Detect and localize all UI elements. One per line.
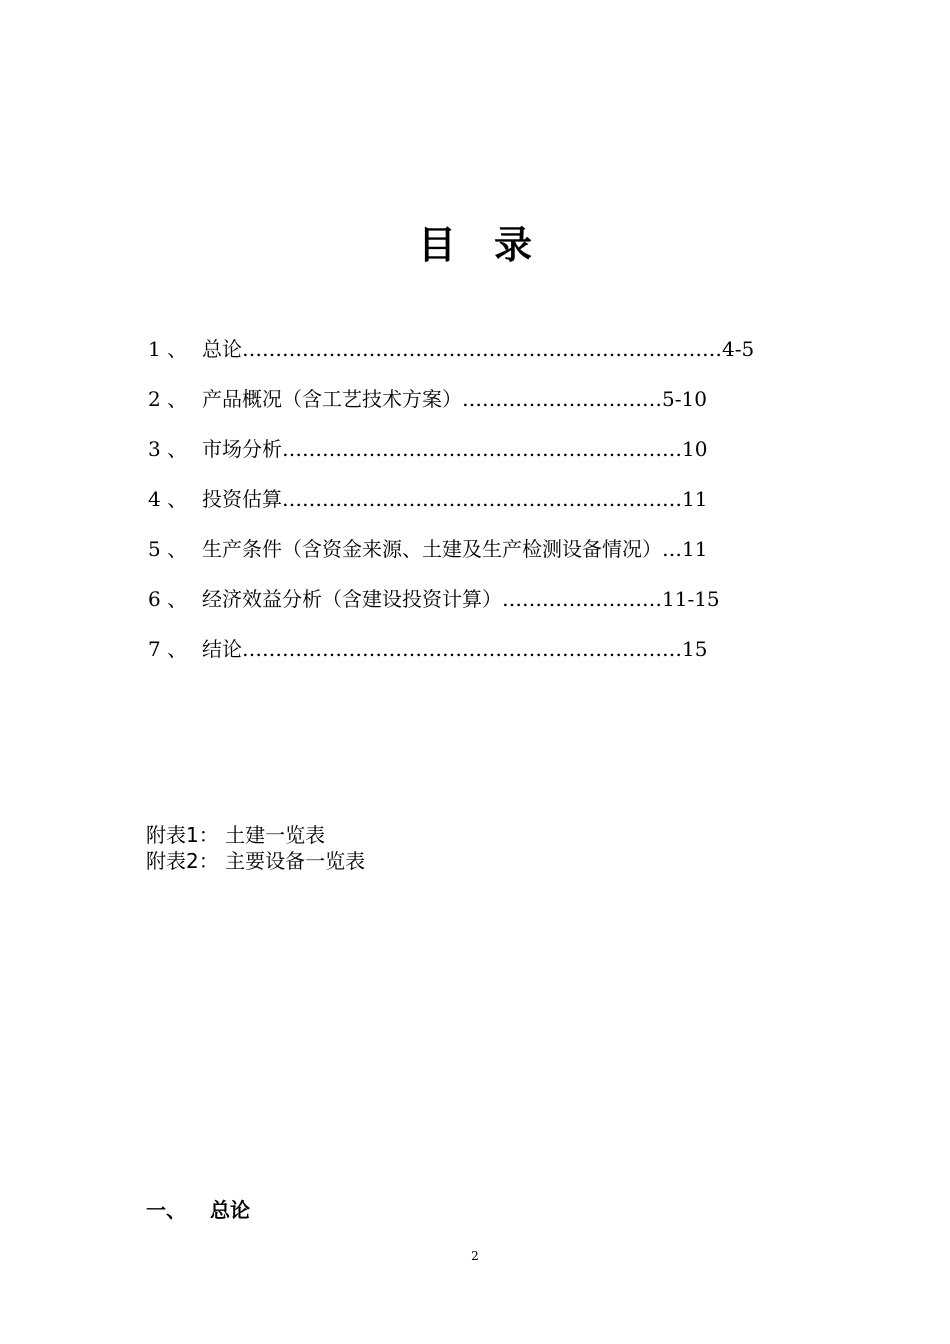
toc-entry-number: 2 、 xyxy=(148,387,188,411)
section-number: 一、 xyxy=(146,1198,186,1222)
toc-entry-number: 5 、 xyxy=(148,537,188,561)
toc-entry-text: 结论…………………………………………………………15 xyxy=(202,637,708,661)
title-char-left: 目 xyxy=(417,223,456,267)
appendix-item-2: 附表2： 主要设备一览表 xyxy=(146,849,366,873)
toc-entry-number: 1 、 xyxy=(148,337,188,361)
toc-entry-number: 6 、 xyxy=(148,587,188,611)
appendix-item-1: 附表1： 土建一览表 xyxy=(146,823,326,847)
toc-entry-7[interactable] xyxy=(148,634,848,684)
section-heading xyxy=(146,1194,250,1223)
toc-entry-number: 7 、 xyxy=(148,637,188,661)
toc-entry-text: 投资估算……………………………………………………11 xyxy=(202,487,708,511)
toc-entry-text: 生产条件（含资金来源、土建及生产检测设备情况）…11 xyxy=(202,537,708,561)
toc-entry-number: 3 、 xyxy=(148,437,188,461)
appendix-list xyxy=(146,822,365,874)
table-of-contents xyxy=(148,334,848,684)
toc-entry-text: 总论………………………………………………………………4-5 xyxy=(202,337,755,361)
toc-entry-4[interactable] xyxy=(148,484,848,534)
page-number: 2 xyxy=(471,1249,479,1263)
section-title: 总论 xyxy=(210,1198,250,1222)
title-char-right: 录 xyxy=(494,223,533,267)
toc-entry-5[interactable] xyxy=(148,534,848,584)
toc-entry-3[interactable] xyxy=(148,434,848,484)
toc-entry-text: 市场分析……………………………………………………10 xyxy=(202,437,708,461)
toc-entry-text: 经济效益分析（含建设投资计算）……………………11-15 xyxy=(202,587,720,611)
toc-entry-2[interactable] xyxy=(148,384,848,434)
toc-entry-number: 4 、 xyxy=(148,487,188,511)
page-title xyxy=(0,214,950,269)
toc-entry-1[interactable] xyxy=(148,334,848,384)
toc-entry-text: 产品概况（含工艺技术方案）…………………………5-10 xyxy=(202,387,707,411)
toc-entry-6[interactable] xyxy=(148,584,848,634)
